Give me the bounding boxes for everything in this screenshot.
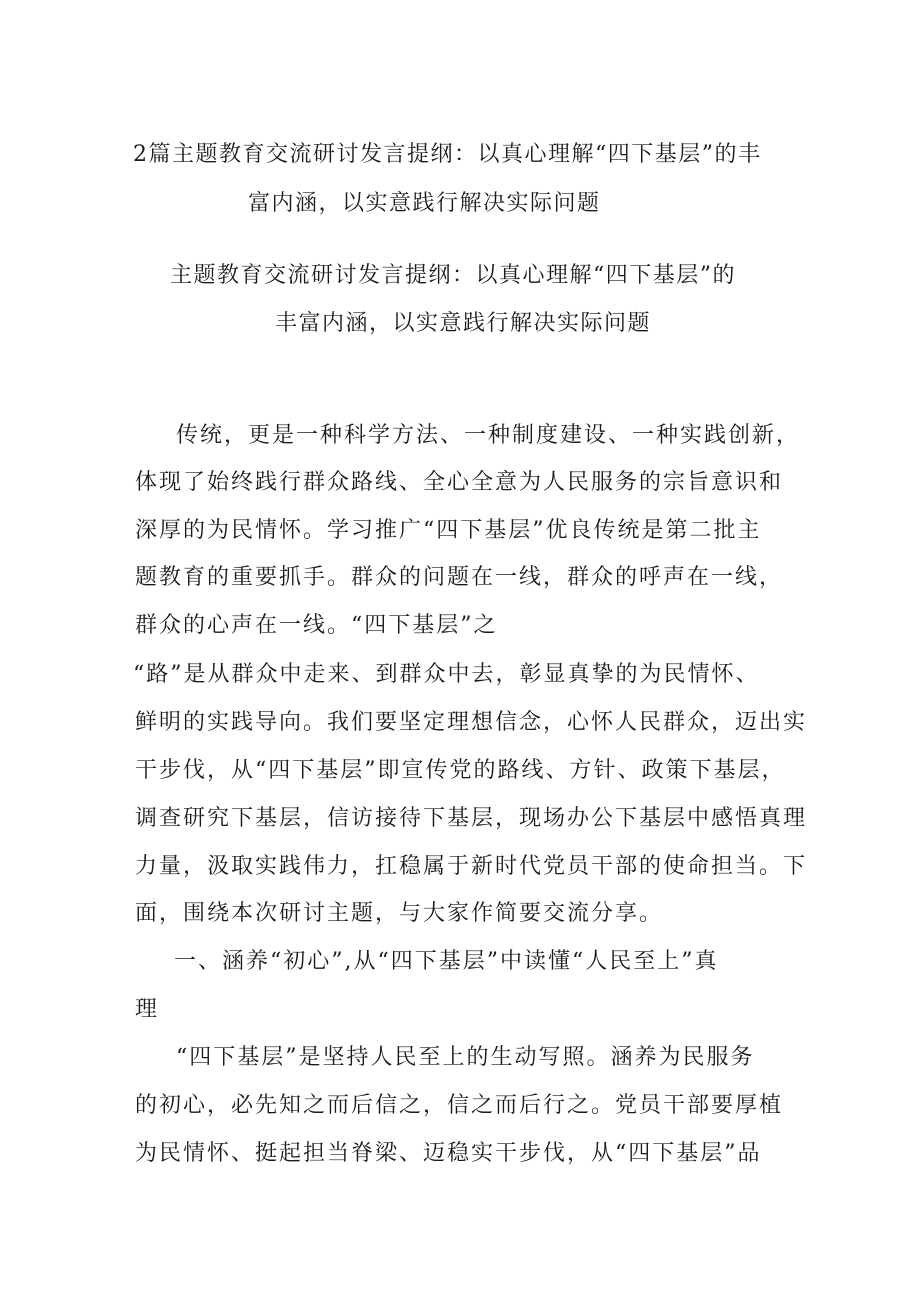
body-line: 干步伐，从“四下基层”即宣传党的路线、方针、政策下基层， bbox=[135, 758, 786, 783]
body-line: 力量，汲取实践伟力，扛稳属于新时代党员干部的使命担当。下 bbox=[135, 854, 808, 879]
body-line: 题教育的重要抓手。群众的问题在一线，群众的呼声在一线， bbox=[135, 565, 784, 590]
body-line: 为民情怀、挺起担当脊梁、迈稳实干步伐，从“四下基层”品 bbox=[135, 1141, 762, 1166]
body-line: “路”是从群众中走来、到群众中去，彰显真挚的为民情怀、 bbox=[133, 662, 760, 687]
body-line: 鲜明的实践导向。我们要坚定理想信念，心怀人民群众，迈出实 bbox=[135, 710, 808, 735]
document-title-line-2: 富内涵，以实意践行解决实际问题 bbox=[248, 191, 601, 216]
section-heading-line: 理 bbox=[135, 997, 160, 1022]
document-subtitle-line-2: 丰富内涵，以实意践行解决实际问题 bbox=[275, 311, 652, 336]
body-line: 面，围绕本次研讨主题，与大家作简要交流分享。 bbox=[135, 901, 664, 926]
body-line: 调查研究下基层，信访接待下基层，现场办公下基层中感悟真理 bbox=[135, 806, 808, 831]
body-line: 的初心，必先知之而后信之，信之而后行之。党员干部要厚植 bbox=[135, 1093, 784, 1118]
body-line: 传统，更是一种科学方法、一种制度建设、一种实践创新， bbox=[176, 423, 801, 448]
body-line: 体现了始终践行群众路线、全心全意为人民服务的宗旨意识和 bbox=[135, 470, 784, 495]
body-line: 深厚的为民情怀。学习推广“四下基层”优良传统是第二批主 bbox=[135, 518, 762, 543]
body-line: “四下基层”是坚持人民至上的生动写照。涵养为民服务 bbox=[176, 1045, 755, 1070]
document-title-line-1: 2篇主题教育交流研讨发言提纲：以真心理解“四下基层”的丰 bbox=[133, 142, 762, 167]
document-subtitle-line-1: 主题教育交流研讨发言提纲：以真心理解“四下基层”的 bbox=[170, 263, 736, 288]
section-heading-line: 一、涵养“初心”,从“四下基层”中读懂“人民至上”真 bbox=[174, 949, 719, 974]
body-line: 群众的心声在一线。“四下基层”之 bbox=[135, 613, 498, 638]
